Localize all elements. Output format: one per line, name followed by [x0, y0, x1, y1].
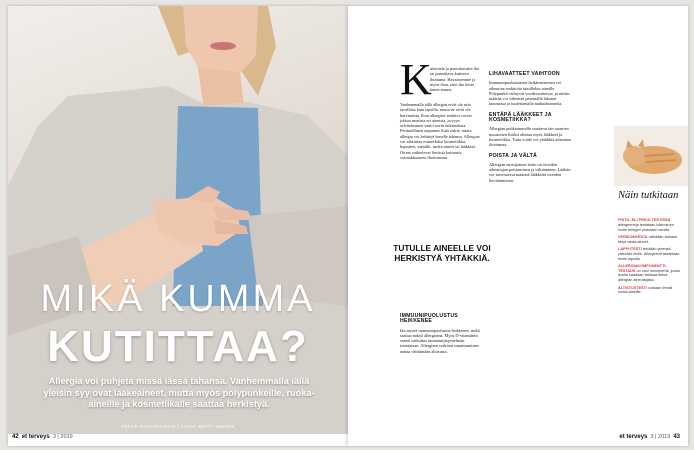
- sidebar-item: [618, 286, 682, 296]
- column-2-text-b: Allergian puhkeamiselle saattavat iän tuomien muutosten lisäksi altistaa myös lääkkeet ja kosmetiikka. Tuttu voide voi yhtäkkiä aiheuttaa ihottumaa.: [489, 126, 571, 148]
- column-1-body: Vanhemmalla iällä allergiat eivät ole niin tavallisia kuin lapsilla, mutta ne eivät ole harvinaisia. Ihon allergiset reaktiot voivat johtua monista eri aineista, ja syyn selvittäminen vaatii usein tutkimuksia. Perinnöllinen taipumus lisää riskiä, mutta allergia voi kehittyä kenelle tahansa. Allergiaa voi aiheuttaa esimerkiksi kosmetiikka, hajusteet, metallit, ruoka-aineet tai lääkkeet. Oireet vaihtelevat lievästä kutinasta voimakkaaseen ihottumaan.: [400, 102, 480, 160]
- heading-laakkeet: ENTÄPÄ LÄÄKKEET JA KOSMETIIKKA?: [489, 111, 552, 124]
- article-lead: Allergia voi puhjeta missä iässä tahansa. Vanhemmalla iällä yleisin syy ovat lääkeaineet, mutta myös pölypunkeille, ruoka-aineille ja kosmetiikalle saattaa herkistyä.: [43, 376, 315, 409]
- sidebar-item-text: on uusi menetelmä, jonka avulla saadaan tarkkaa tietoa allergian aiheuttajista.: [618, 268, 680, 283]
- sidebar-item-text: allergeeneja testataan käsivarren iholle tehtyjen pistosten kautta.: [618, 222, 674, 232]
- sidebar-item-text: tehdään yleensä yläselän iholle. Allergeenit asetetaan iholle lapuilla.: [618, 246, 680, 261]
- right-issue: 3 | 2019: [650, 434, 671, 440]
- sidebar-item: [618, 247, 682, 261]
- heading-lihavaatteet: LIHAVAATTEET VAIHTOON: [489, 71, 560, 77]
- left-footer: [12, 434, 73, 440]
- article-credits: TEKSTI PAULIINA RASI | KUVAT GETTY IMAGES: [121, 424, 235, 429]
- sidebar-item-text: nähdään tarkasti tietyt vasta-aineet.: [618, 234, 677, 244]
- sidebar-item-head: ALTISTUSTESTI: [618, 285, 648, 290]
- hero-photo: [8, 6, 348, 434]
- column-2-text-a: Immuunipuolustuksen heikkeneminen voi aiheuttaa reaktioita tutuillekin aineille. Pölypunkit viihtyvät vuodevaatteissa, ja niiden määrää voi vähentää pesemällä lakanat kuumassa ja tuulettamalla makuuhuonetta.: [489, 80, 570, 107]
- sidebar-item-head: PISTO- ELI PRICK-TESTISSÄ: [618, 218, 671, 222]
- left-page: [8, 6, 348, 446]
- column-1-lower: [400, 308, 484, 356]
- article-title-line1: MIKÄ KUMMA: [40, 278, 316, 320]
- magazine-spread: [8, 6, 688, 446]
- right-page: [348, 6, 688, 446]
- column-2: [489, 66, 571, 185]
- column-1: [400, 102, 480, 162]
- right-magazine-name: et terveys: [619, 434, 648, 440]
- sidebar-item: [618, 218, 682, 232]
- sidebar-body: [618, 218, 682, 298]
- sidebar-item-head: LAPPUTESTI: [618, 246, 642, 251]
- column-2-text-c: Allergian ensisijainen hoito on oireiden aiheuttajan poistaminen ja välttäminen. Lääkäri voi tarvittaessa määrätä lääkkeitä oireiden lievittämiseen.: [489, 161, 571, 183]
- column-1-tail: Iän myötä immuunipuolustus heikkenee, mikä saattaa näkyä allergioina. Myös D-vitamiinin saanti vaikuttaa immuunijärjestelmän toimintaan. Allergisen reaktion tunnistaminen auttaa välttämään altistusta.: [400, 327, 480, 354]
- kitten-photo: [614, 126, 688, 186]
- sidebar-item: [618, 235, 682, 245]
- intro-text: utiavatte ja punoittavatte iho tai punoittava kutiseva ihottuma. Havaitsemme ja myös ihon, ettei iho kestä kuten ennen.: [430, 66, 480, 93]
- right-page-number: 43: [673, 434, 680, 440]
- left-issue: 3 | 2019: [52, 434, 73, 440]
- kitten-illustration: [614, 126, 688, 186]
- article-title-line2: KUTITTAA?: [47, 322, 309, 371]
- right-footer: [619, 434, 680, 440]
- heading-poista: POISTA JA VÄLTÄ: [489, 152, 537, 159]
- sidebar-item-head: ALLERGIAKOMPONENTTI-TESTAUS: [618, 263, 667, 273]
- drop-cap: K: [400, 55, 432, 104]
- sidebar-item: [618, 264, 682, 283]
- sidebar-title: Näin tutkitaan: [618, 190, 679, 201]
- left-page-number: 42: [12, 434, 19, 440]
- heading-immuuni: IMMUUNIPUOLUSTUS HEIKKENEE: [400, 313, 458, 325]
- left-magazine-name: et terveys: [21, 434, 50, 440]
- sidebar-item-text: voidaan tehdä ruoka-aineille.: [618, 285, 672, 295]
- pull-quote: TUTULLE AINEELLE VOI HERKISTYÄ YHTÄKKIÄ.: [393, 243, 491, 263]
- sidebar-item-head: VERIKOKEESTA: [618, 234, 648, 239]
